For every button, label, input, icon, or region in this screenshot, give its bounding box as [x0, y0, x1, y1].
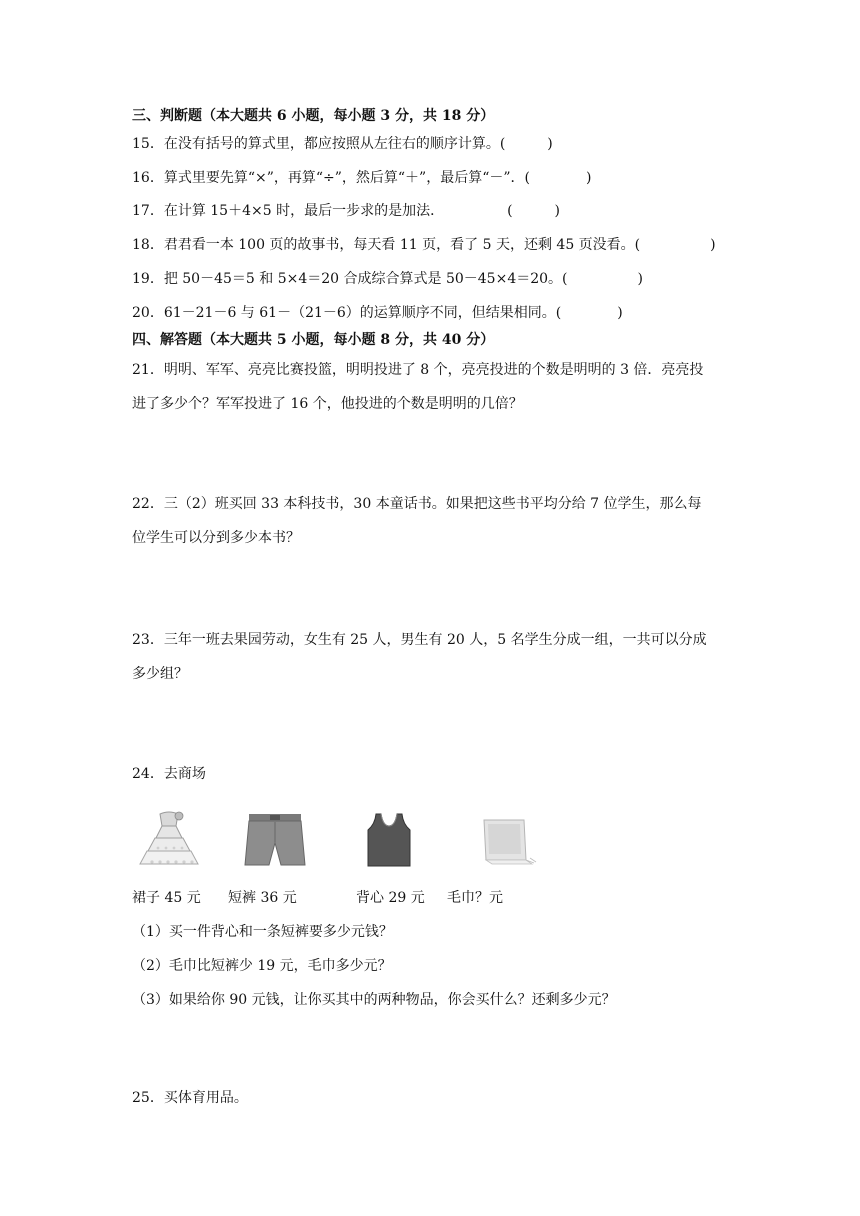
- caption-shorts: 短裤 36 元: [228, 890, 297, 906]
- judge-question-16: 16．算式里要先算“×”，再算“÷”，然后算“＋”，最后算“－”．( ): [132, 170, 592, 186]
- caption-vest: 背心 29 元: [356, 890, 425, 906]
- question-24-sub-2: （2）毛巾比短裤少 19 元，毛巾多少元？: [132, 958, 392, 974]
- judge-question-17: 17．在计算 15＋4×5 时，最后一步求的是加法． ( ): [132, 203, 560, 219]
- question-21-line-1: 21．明明、军军、亮亮比赛投篮，明明投进了 8 个，亮亮投进的个数是明明的 3 倍．亮亮投: [132, 362, 704, 378]
- question-21-line-2: 进了多少个？军军投进了 16 个，他投进的个数是明明的几倍？: [132, 396, 523, 412]
- vest-icon: [364, 810, 414, 870]
- section-heading-answer: 四、解答题（本大题共 5 小题，每小题 8 分，共 40 分）: [132, 332, 495, 348]
- question-24-sub-1: （1）买一件背心和一条短裤要多少元钱？: [132, 924, 393, 940]
- caption-towel: 毛巾？元: [447, 890, 503, 906]
- item-captions: [132, 888, 503, 908]
- question-24-sub-3: （3）如果给你 90 元钱，让你买其中的两种物品，你会买什么？还剩多少元？: [132, 992, 616, 1008]
- question-24-title: 24．去商场: [132, 766, 206, 782]
- question-23-line-1: 23．三年一班去果园劳动，女生有 25 人，男生有 20 人，5 名学生分成一组，一共可以分成: [132, 632, 707, 648]
- caption-skirt: 裙子 45 元: [132, 890, 201, 906]
- judge-question-15: 15．在没有括号的算式里，都应按照从左往右的顺序计算。( ): [132, 136, 553, 152]
- store-items: [132, 810, 562, 880]
- question-22-line-2: 位学生可以分到多少本书？: [132, 530, 300, 546]
- question-22-line-1: 22．三（2）班买回 33 本科技书，30 本童话书。如果把这些书平均分给 7 位学生，那么每: [132, 496, 702, 512]
- towel-icon: [478, 810, 542, 870]
- judge-question-19: 19．把 50－45＝5 和 5×4＝20 合成综合算式是 50－45×4＝20。( ): [132, 271, 643, 287]
- shorts-icon: [244, 810, 306, 870]
- judge-question-18: 18．君君看一本 100 页的故事书，每天看 11 页，看了 5 天，还剩 45 页没看。( ): [132, 237, 716, 253]
- question-25-title: 25．买体育用品。: [132, 1090, 248, 1106]
- section-heading-judge: 三、判断题（本大题共 6 小题，每小题 3 分，共 18 分）: [132, 108, 495, 124]
- judge-question-20: 20．61－21－6 与 61－（21－6）的运算顺序不同，但结果相同。( ): [132, 305, 623, 321]
- question-23-line-2: 多少组？: [132, 666, 188, 682]
- skirt-icon: [138, 810, 200, 870]
